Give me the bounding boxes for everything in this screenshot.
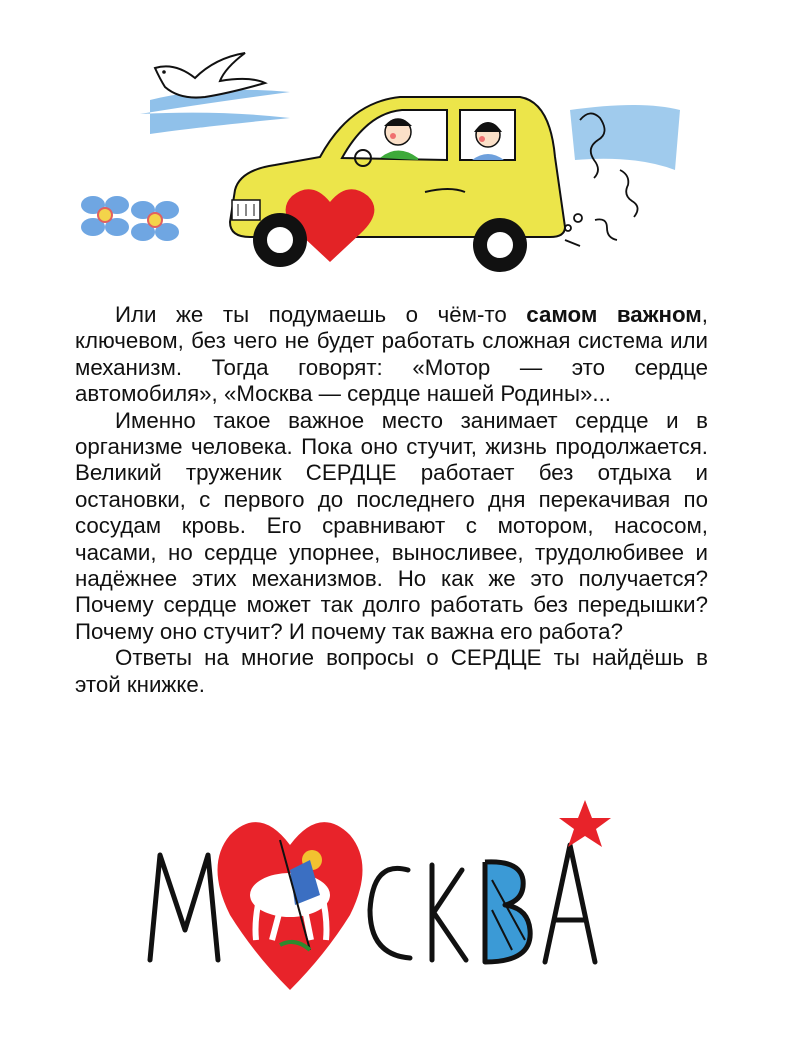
letter-m (150, 855, 218, 960)
text-segment: , ключевом, без чего не будет работать сложная система или механизм. Тогда говорят: «Мотор — это сердце автомобиля», «Москва — сердце нашей Родины»... (75, 302, 708, 407)
paragraph-3 (75, 645, 708, 698)
text-segment: Или же ты подумаешь о чём-то (115, 302, 527, 327)
paragraph-1 (75, 302, 708, 408)
body-text (75, 302, 708, 698)
letter-a (545, 845, 595, 962)
letter-s (370, 868, 410, 958)
letter-k (432, 865, 466, 960)
emphasis-text: самом важном (526, 302, 702, 327)
flower-icon (81, 196, 179, 241)
star-icon (559, 800, 611, 847)
letter-v (485, 862, 530, 962)
paragraph-2 (75, 408, 708, 646)
moscow-logo (140, 800, 630, 990)
text-segment: Ответы на многие вопросы о СЕРДЦЕ ты найдёшь в этой книжке. (75, 645, 708, 697)
text-segment: Именно такое важное место занимает сердце и в организме человека. Пока оно стучит, жизнь продолжается. Великий труженик СЕРДЦЕ работает без отдыха и остановки, с первого до последнего дня перекачивая по сосудам кровь. Его сравнивают с мотором, насосом, часами, но сердце упорнее, выносливее, трудолюбивее и надёжнее этих механизмов. Но как же это получается? Почему сердце может так долго работать без передышки? Почему оно стучит? И почему так важна его работа? (75, 407, 708, 644)
car-illustration (60, 40, 700, 290)
